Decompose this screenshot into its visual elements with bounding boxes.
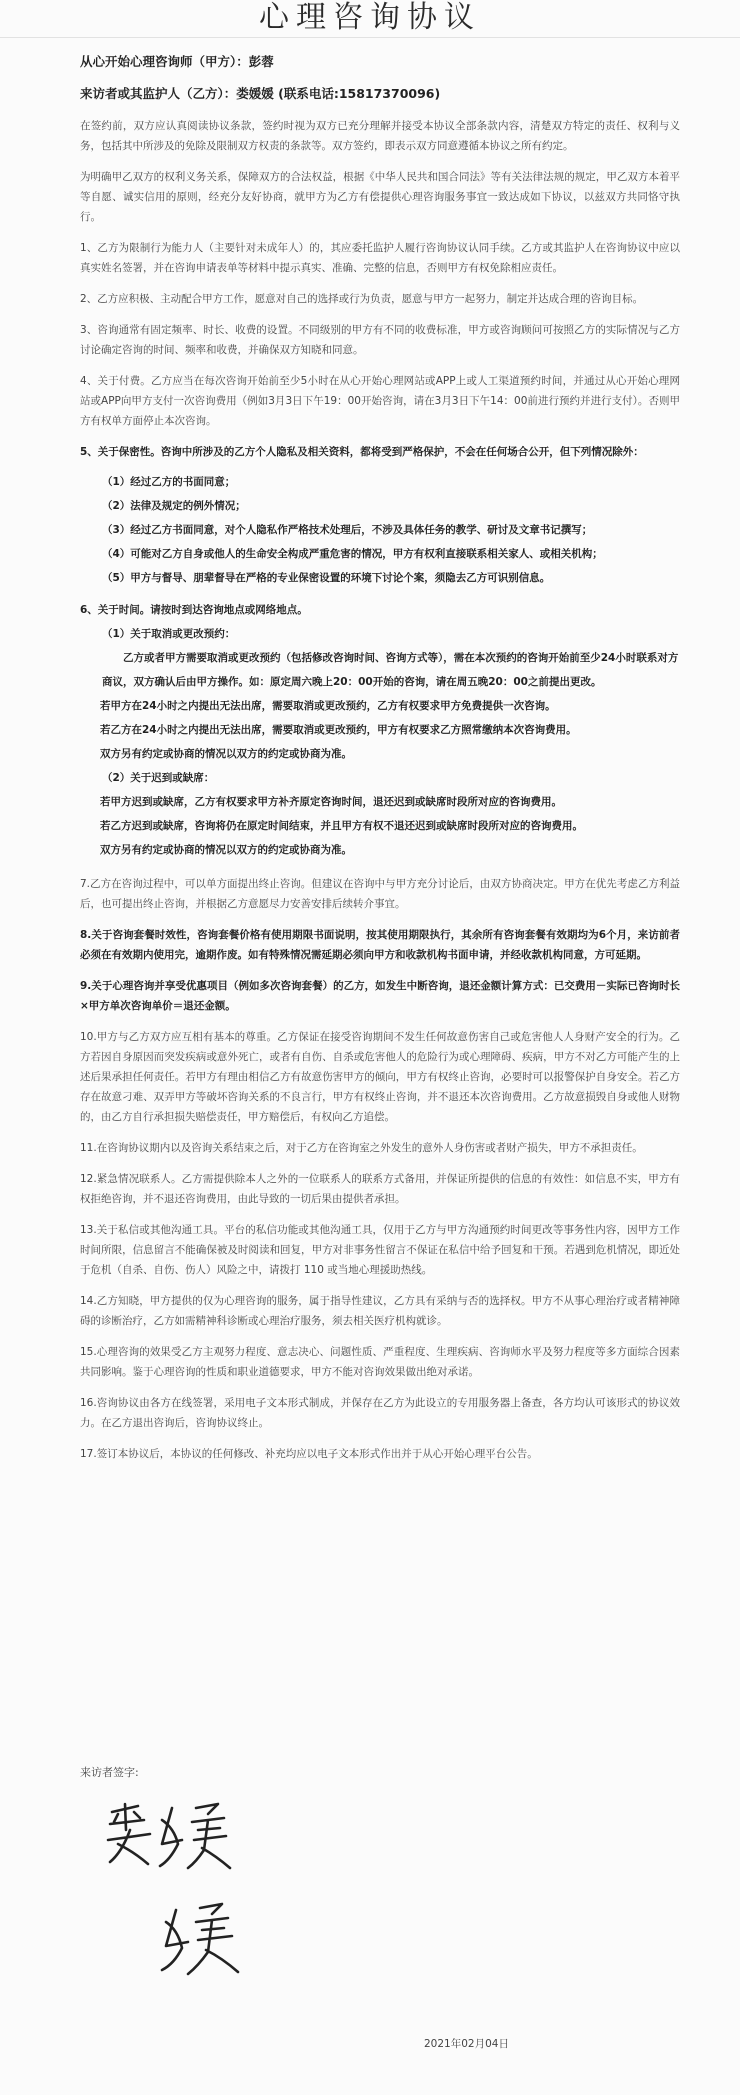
list-item: （5）甲方与督导、朋辈督导在严格的专业保密设置的环境下讨论个案，须隐去乙方可识别信息。 (102, 572, 551, 584)
clause-6-1-a: 若甲方在24小时之内提出无法出席，需要取消或更改预约，乙方有权要求甲方免费提供一次咨询。 (100, 700, 556, 712)
clause-14: 14.乙方知晓，甲方提供的仅为心理咨询的服务，属于指导性建议，乙方具有采纳与否的选择权。甲方不从事心理治疗或者精神障碍的诊断治疗，乙方如需精神科诊断或心理治疗服务，须去相关医疗机构就诊。 (80, 1295, 680, 1327)
intro-paragraph-1: 在签约前，双方应认真阅读协议条款，签约时视为双方已充分理解并接受本协议全部条款内容，清楚双方特定的责任、权利与义务，包括其中所涉及的免除及限制双方权责的条款等。双方签约，即表示双方同意遵循本协议之所有约定。 (80, 120, 680, 152)
clause-6-1-title: （1）关于取消或更改预约： (102, 628, 236, 640)
clause-6-1-c: 双方另有约定或协商的情况以双方的约定或协商为准。 (100, 748, 352, 760)
clause-17: 17.签订本协议后，本协议的任何修改、补充均应以电子文本形式作出并于从心开始心理平台公告。 (80, 1448, 538, 1460)
title-divider (0, 37, 740, 38)
list-item: （1）经过乙方的书面同意； (102, 476, 236, 488)
clause-3: 3、咨询通常有固定频率、时长、收费的设置。不同级别的甲方有不同的收费标准，甲方或咨询顾问可按照乙方的实际情况与乙方讨论确定咨询的时间、频率和收费，并确保双方知晓和同意。 (80, 324, 680, 356)
clause-13: 13.关于私信或其他沟通工具。平台的私信功能或其他沟通工具，仅用于乙方与甲方沟通预约时间更改等事务性内容，因甲方工作时间所限，信息留言不能确保被及时阅读和回复，甲方对非事务性留言不保证在私信中给予回复和干预。若遇到危机情况，即近处于危机（自杀、自伤、伤人）风险之中，请拨打 110 或当地心理援助热线。 (80, 1224, 680, 1276)
signature-label: 来访者签字: (80, 1766, 139, 1779)
list-item: （2）法律及规定的例外情况； (102, 500, 246, 512)
clause-6-2-title: （2）关于迟到或缺席： (102, 772, 215, 784)
clause-6-2-b: 若乙方迟到或缺席，咨询将仍在原定时间结束，并且甲方有权不退还迟到或缺席时段所对应的咨询费用。 (100, 820, 583, 832)
party-b: 来访者或其监护人（乙方）：娄媛媛 (联系电话:15817370096) (80, 86, 441, 101)
clause-15: 15.心理咨询的效果受乙方主观努力程度、意志决心、问题性质、严重程度、生理疾病、咨询师水平及努力程度等多方面综合因素共同影响。鉴于心理咨询的性质和职业道德要求，甲方不能对咨询效果做出绝对承诺。 (80, 1346, 680, 1378)
clause-8: 8.关于咨询套餐时效性，咨询套餐价格有使用期限书面说明，按其使用期限执行，其余所有咨询套餐有效期均为6个月，来访前者必须在有效期内使用完，逾期作废。如有特殊情况需延期必须向甲方和收款机构书面申请，并经收款机构同意，方可延期。 (80, 929, 680, 961)
clause-6-2-a: 若甲方迟到或缺席，乙方有权要求甲方补齐原定咨询时间，退还迟到或缺席时段所对应的咨询费用。 (100, 796, 562, 808)
party-a: 从心开始心理咨询师（甲方）：彭蓉 (80, 54, 274, 69)
clause-6: 6、关于时间。请按时到达咨询地点或网络地点。 (80, 604, 308, 616)
clause-7: 7.乙方在咨询过程中，可以单方面提出终止咨询。但建议在咨询中与甲方充分讨论后，由双方协商决定。甲方在优先考虑乙方利益后，也可提出终止咨询，并根据乙方意愿尽力安善安排后续转介事宜。 (80, 878, 680, 910)
clause-16: 16.咨询协议由各方在线签署，采用电子文本形式制成，并保存在乙方为此设立的专用服务器上备查，各方均认可该形式的协议效力。在乙方退出咨询后，咨询协议终止。 (80, 1397, 680, 1429)
clause-6-1-b: 若乙方在24小时之内提出无法出席，需要取消或更改预约，甲方有权要求乙方照常缴纳本次咨询费用。 (100, 724, 577, 736)
signature-drawing (100, 1800, 300, 1990)
clause-10: 10.甲方与乙方双方应互相有基本的尊重。乙方保证在接受咨询期间不发生任何故意伤害自己或危害他人人身财产安全的行为。乙方若因自身原因而突发疾病或意外死亡，或者有自伤、自杀或危害他人的危险行为或心理障碍、疾病，甲方不对乙方可能产生的上述后果承担任何责任。若甲方有理由相信乙方有故意伤害甲方的倾向，甲方有权终止咨询，必要时可以报警保护自身安全。若乙方存在故意刁难、双弄甲方等破坏咨询关系的不良言行，甲方有权终止咨询，并不退还本次咨询费用。乙方故意损毁自身或他人财物的，由乙方自行承担损失赔偿责任，甲方赔偿后，有权向乙方追偿。 (80, 1031, 680, 1123)
title-bar (0, 0, 740, 42)
clause-6-1-text: 乙方或者甲方需要取消或更改预约（包括修改咨询时间、咨询方式等），需在本次预约的咨询开始前至少24小时联系对方商议，双方确认后由甲方操作。如：原定周六晚上20：00开始的咨询，请在周五晚20：00之前提出更改。 (102, 652, 679, 688)
clause-4: 4、关于付费。乙方应当在每次咨询开始前至少5小时在从心开始心理网站或APP上或人工渠道预约时间，并通过从心开始心理网站或APP向甲方支付一次咨询费用（例如3月3日下午19：00开始咨询，请在3月3日下午14：00前进行预约并进行支付）。否则甲方有权单方面停止本次咨询。 (80, 375, 680, 427)
clause-2: 2、乙方应积极、主动配合甲方工作，愿意对自己的选择或行为负责，愿意与甲方一起努力，制定并达成合理的咨询目标。 (80, 293, 644, 305)
clause-12: 12.紧急情况联系人。乙方需提供除本人之外的一位联系人的联系方式备用，并保证所提供的信息的有效性：如信息不实，甲方有权拒绝咨询，并不退还咨询费用，由此导致的一切后果由提供者承担。 (80, 1173, 680, 1205)
list-item: （4）可能对乙方自身或他人的生命安全构成严重危害的情况，甲方有权利直接联系相关家人、或相关机构； (102, 548, 603, 560)
clause-6-2-c: 双方另有约定或协商的情况以双方的约定或协商为准。 (100, 844, 352, 856)
clause-11: 11.在咨询协议期内以及咨询关系结束之后，对于乙方在咨询室之外发生的意外人身伤害或者财产损失，甲方不承担责任。 (80, 1142, 643, 1154)
signing-date: 2021年02月04日 (424, 2038, 509, 2050)
clause-1: 1、乙方为限制行为能力人（主要针对未成年人）的，其应委托监护人履行咨询协议认同手续。乙方或其监护人在咨询协议中应以真实姓名签署，并在咨询申请表单等材料中提示真实、准确、完整的信息，否则甲方有权免除相应责任。 (80, 242, 680, 274)
intro-paragraph-2: 为明确甲乙双方的权利义务关系，保障双方的合法权益，根据《中华人民共和国合同法》等有关法律法规的规定，甲乙双方本着平等自愿、诚实信用的原则，经充分友好协商，就甲方为乙方有偿提供心理咨询服务事宜一致达成如下协议，以兹双方共同恪守执行。 (80, 171, 680, 223)
agreement-body (80, 52, 680, 1475)
handwritten-signature (100, 1800, 300, 1994)
list-item: （3）经过乙方书面同意，对个人隐私作严格技术处理后，不涉及具体任务的教学、研讨及文章书记撰写； (102, 524, 593, 536)
clause-5-exceptions (102, 470, 680, 590)
document-title: 心理咨询协议 (259, 0, 481, 35)
clause-5: 5、关于保密性。咨询中所涉及的乙方个人隐私及相关资料，都将受到严格保护，不会在任何场合公开，但下列情况除外： (80, 446, 644, 458)
clause-9: 9.关于心理咨询并享受优惠项目（例如多次咨询套餐）的乙方，如发生中断咨询，退还金额计算方式：已交费用－实际已咨询时长×甲方单次咨询单价＝退还金额。 (80, 980, 680, 1012)
